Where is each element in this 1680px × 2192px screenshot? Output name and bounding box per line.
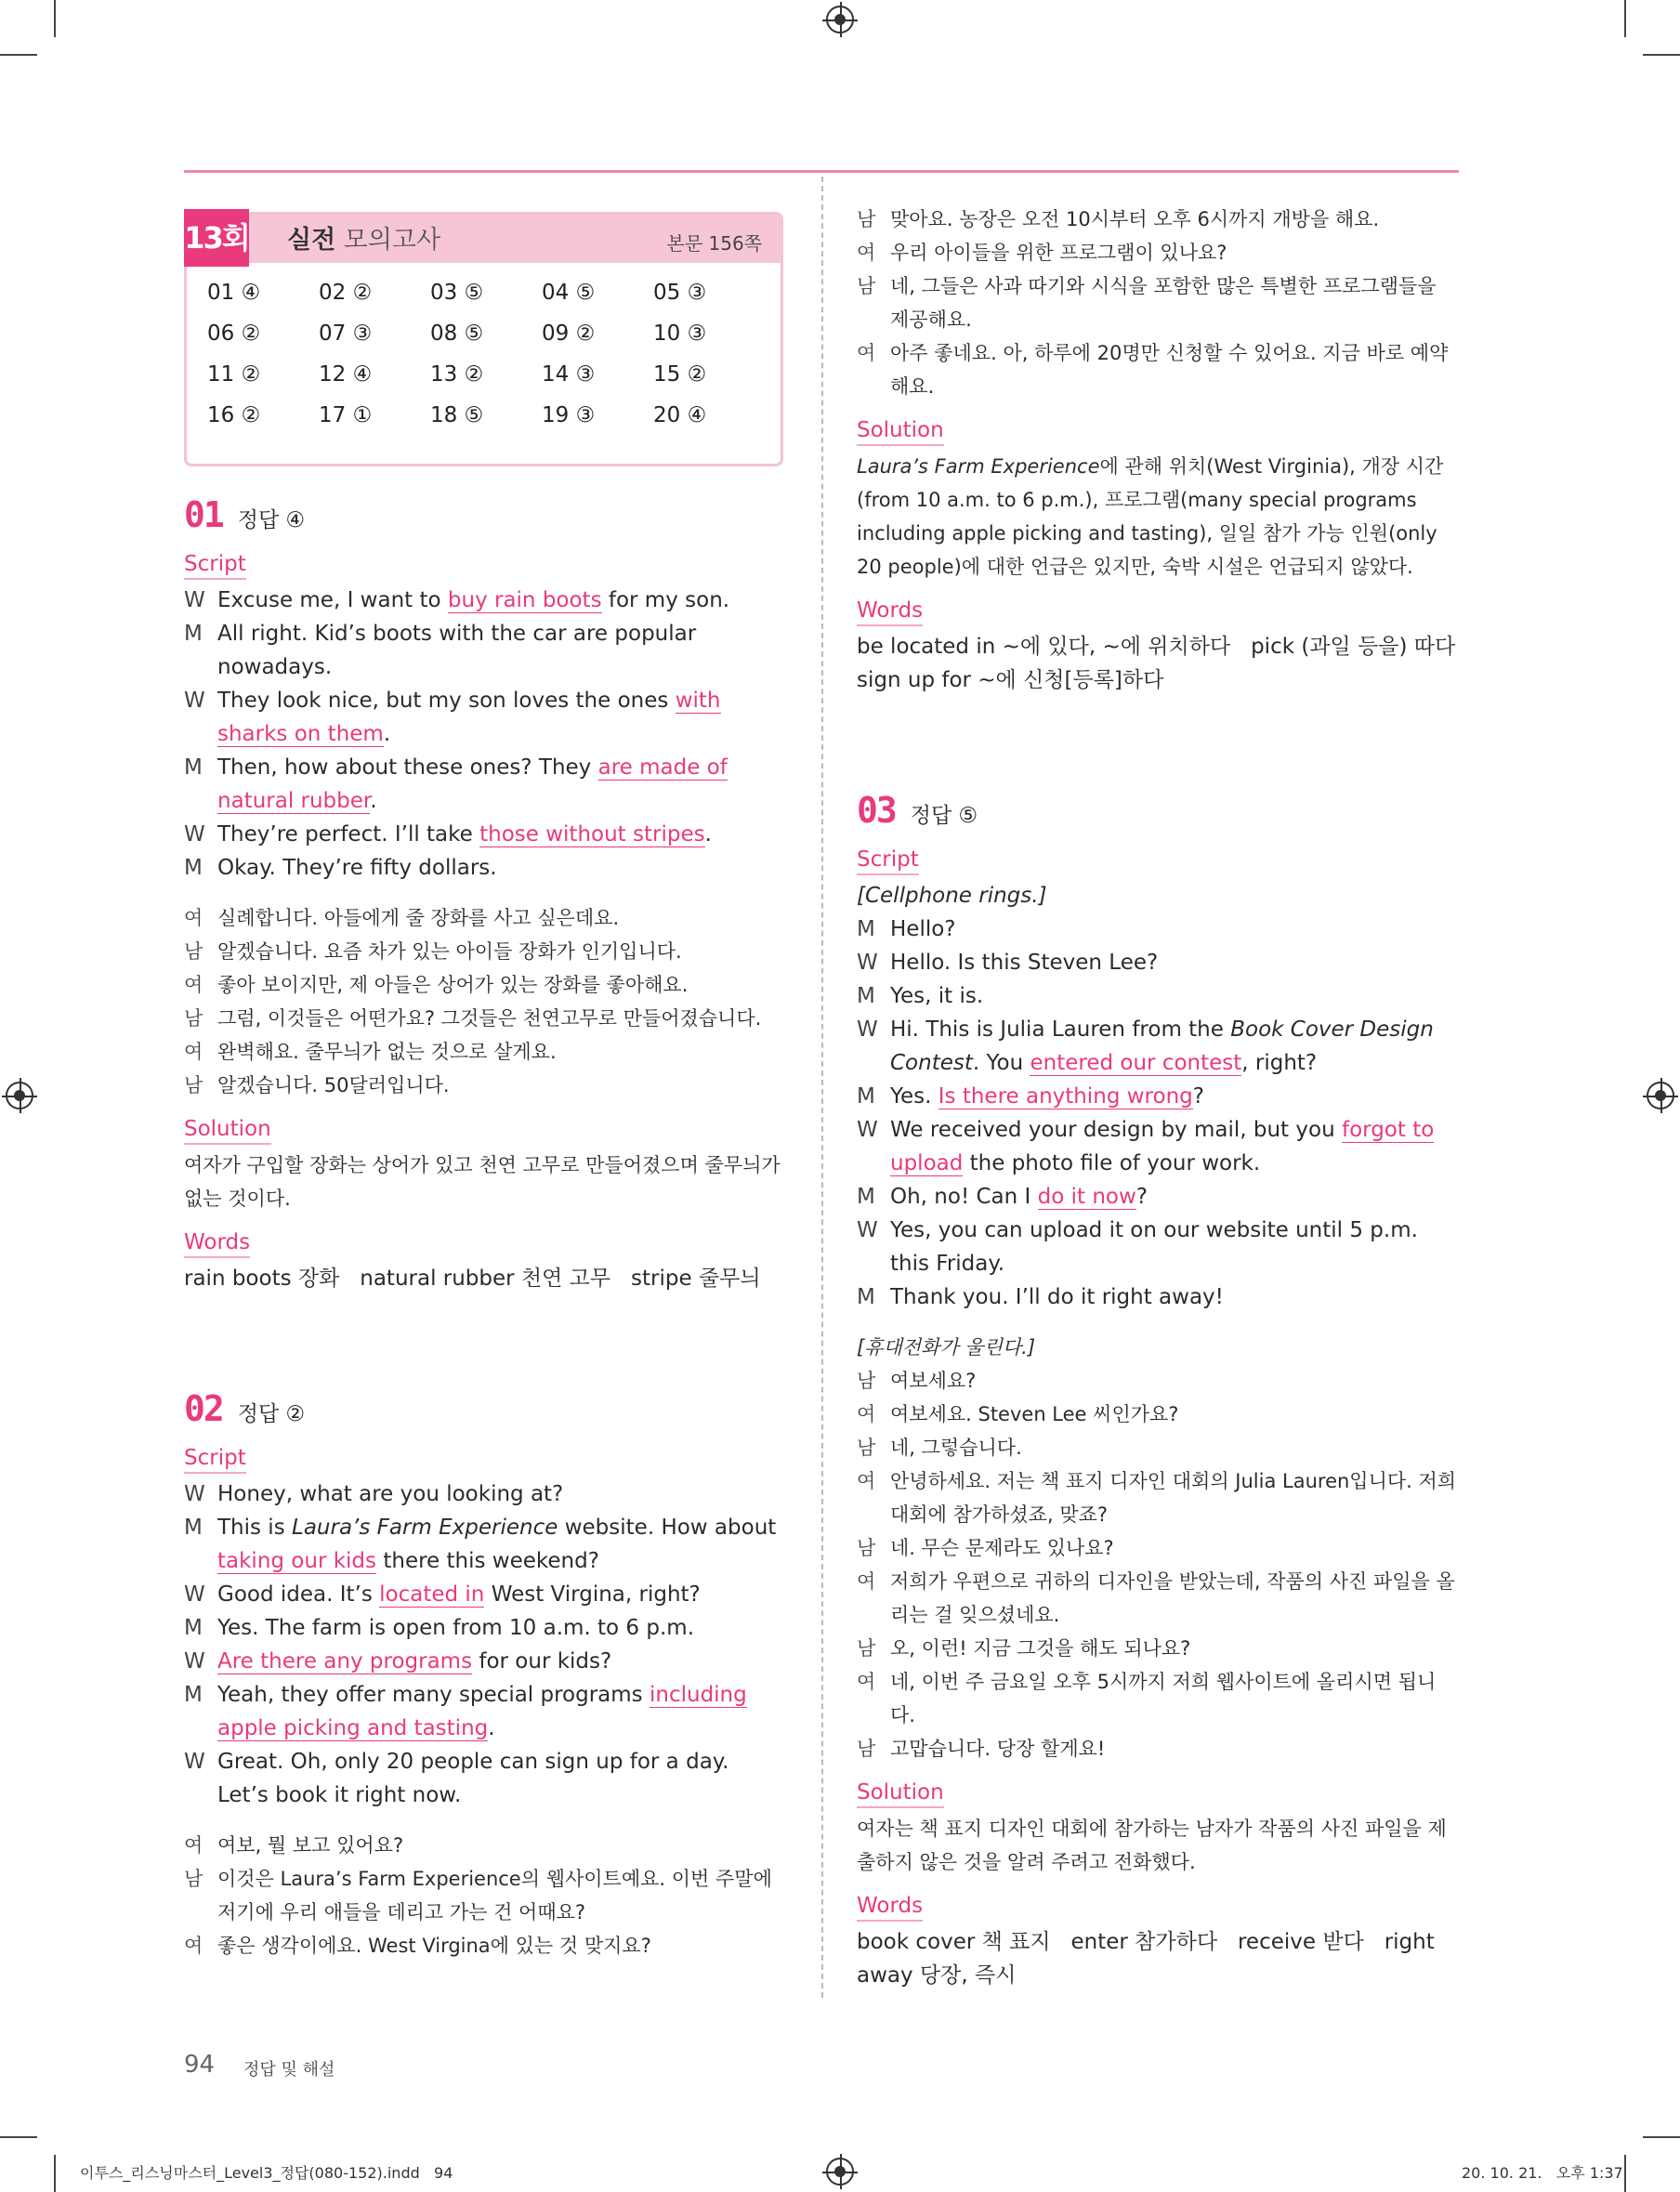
speaker-label: W <box>184 1649 205 1674</box>
speaker-label: 남 <box>184 1007 203 1030</box>
translation-line <box>184 1069 786 1102</box>
speaker-label: M <box>857 984 875 1008</box>
speaker-label: 남 <box>184 1074 203 1096</box>
highlight-phrase: taking our kids <box>217 1549 377 1573</box>
speaker-label: 여 <box>857 1671 876 1693</box>
script-text: Okay. They’re fifty dollars. <box>217 856 497 880</box>
script-text: All right. Kid’s boots with the car are popular nowadays. <box>217 622 697 679</box>
correct-answer: 정답 ② <box>237 1402 306 1426</box>
script-line <box>857 912 1459 946</box>
q03-script <box>857 912 1459 1314</box>
highlight-phrase: located in <box>379 1582 485 1607</box>
answer-item: 16 ② <box>207 403 261 427</box>
script-line <box>857 1280 1459 1314</box>
page-reference: 본문 156쪽 <box>666 232 762 255</box>
speaker-label: 여 <box>857 342 876 364</box>
script-line <box>857 1214 1459 1280</box>
words-label: Words <box>184 1228 250 1258</box>
translation-line <box>184 1035 786 1069</box>
speaker-label: 여 <box>857 1403 876 1425</box>
highlight-phrase: do it now <box>1037 1185 1136 1209</box>
speaker-label: 남 <box>857 1637 876 1660</box>
q02-translation-part1 <box>184 1829 786 1962</box>
q03-translation <box>857 1364 1459 1765</box>
script-text: Yeah, they offer many special programs including apple picking and tasting. <box>217 1683 747 1740</box>
words-label: Words <box>857 597 923 626</box>
script-text: Are there any programs for our kids? <box>217 1649 612 1674</box>
speaker-label: 여 <box>857 1570 876 1593</box>
speaker-label: W <box>857 1118 878 1142</box>
highlight-phrase: buy rain boots <box>447 588 602 612</box>
script-line <box>184 851 786 885</box>
correct-answer: 정답 ⑤ <box>910 804 978 828</box>
answer-key-box <box>184 212 783 466</box>
crop-mark <box>0 54 37 56</box>
solution-label: Solution <box>184 1115 271 1145</box>
answer-item: 11 ② <box>207 362 261 387</box>
translation-line <box>184 1929 786 1962</box>
answer-item: 17 ① <box>319 403 373 427</box>
speaker-label: M <box>184 1516 203 1540</box>
question-number: 02 <box>184 1388 223 1429</box>
translation-line <box>184 968 786 1002</box>
speaker-label: 남 <box>857 208 876 230</box>
translation-text: 네. 무슨 문제라도 있나요? <box>890 1537 1114 1559</box>
q01-solution: 여자가 구입할 장화는 상어가 있고 천연 고무로 만들어졌으며 줄무늬가 없는 것이다. <box>184 1154 781 1210</box>
script-line <box>184 1511 786 1578</box>
script-text: Hello? <box>890 917 956 941</box>
translation-text: 맞아요. 농장은 오전 10시부터 오후 6시까지 개방을 해요. <box>890 208 1380 230</box>
registration-mark-icon <box>6 1082 33 1109</box>
speaker-label: W <box>184 588 205 612</box>
highlight-phrase: Is there anything wrong <box>938 1084 1193 1109</box>
answer-item: 09 ② <box>542 322 596 346</box>
speaker-label: W <box>184 1582 205 1607</box>
answer-item: 08 ⑤ <box>430 322 484 346</box>
script-text: Yes, it is. <box>890 984 984 1008</box>
answer-grid <box>187 263 781 432</box>
answer-item: 15 ② <box>653 362 707 387</box>
script-text: Hello. Is this Steven Lee? <box>890 951 1159 975</box>
speaker-label: 여 <box>857 242 876 264</box>
speaker-label: 남 <box>857 1370 876 1392</box>
translation-line <box>857 1565 1459 1632</box>
translation-line <box>857 1398 1459 1431</box>
translation-text: 실례합니다. 아들에게 줄 장화를 사고 싶은데요. <box>217 907 620 929</box>
script-text: This is Laura’s Farm Experience website. How about taking our kids there this weekend? <box>217 1516 777 1573</box>
script-text: Good idea. It’s located in West Virgina, right? <box>217 1582 701 1607</box>
crop-mark <box>1643 54 1680 56</box>
translation-line <box>857 1732 1459 1765</box>
highlight-phrase: entered our contest <box>1030 1051 1242 1075</box>
speaker-label: 여 <box>184 1935 203 1957</box>
speaker-label: M <box>184 755 203 780</box>
script-line <box>184 751 786 818</box>
speaker-label: 남 <box>857 275 876 297</box>
q01-script <box>184 584 786 885</box>
speaker-label: 여 <box>184 907 203 929</box>
crop-mark <box>1624 2155 1626 2192</box>
translation-text: 여보세요? <box>890 1370 977 1392</box>
script-line <box>184 584 786 617</box>
answer-key-title: 실전 모의고사 <box>287 226 441 255</box>
q02-translation-part2 <box>857 203 1459 403</box>
answer-item: 20 ④ <box>653 403 707 427</box>
speaker-label: 남 <box>857 1437 876 1459</box>
q02-words-line1: be located in ~에 있다, ~에 위치하다 pick (과일 등을) 따다 <box>857 635 1456 659</box>
translation-text: 네, 그렇습니다. <box>890 1437 1022 1459</box>
script-text: Yes. Is there anything wrong? <box>890 1084 1204 1109</box>
script-text: Thank you. I’ll do it right away! <box>890 1285 1224 1309</box>
registration-mark-icon <box>826 2158 854 2185</box>
script-line <box>857 979 1459 1013</box>
translation-text: 좋아 보이지만, 제 아들은 상어가 있는 장화를 좋아해요. <box>217 974 689 996</box>
script-text: Yes, you can upload it on our website until 5 p.m. this Friday. <box>890 1218 1418 1276</box>
translation-line <box>184 901 786 935</box>
speaker-label: M <box>184 1683 203 1707</box>
crop-mark <box>1624 0 1626 37</box>
script-text: They’re perfect. I’ll take those without stripes. <box>217 822 712 847</box>
script-text: Excuse me, I want to buy rain boots for my son. <box>217 588 730 612</box>
script-text: Then, how about these ones? They are made of natural rubber. <box>217 755 728 813</box>
solution-label: Solution <box>857 1779 944 1808</box>
question-01-header <box>184 494 786 537</box>
crop-mark <box>0 2136 37 2138</box>
answer-item: 02 ② <box>319 281 373 305</box>
translation-text: 이것은 Laura’s Farm Experience의 웹사이트예요. 이번 주말에 저기에 우리 애들을 데리고 가는 건 어때요? <box>217 1868 772 1923</box>
translation-text: 네, 그들은 사과 따기와 시식을 포함한 많은 특별한 프로그램들을 제공해요. <box>890 275 1437 331</box>
script-line <box>857 946 1459 979</box>
italic-title: Laura’s Farm Experience <box>292 1516 558 1540</box>
answer-item: 03 ⑤ <box>430 281 484 305</box>
script-line <box>857 1180 1459 1214</box>
translation-text: 완벽해요. 줄무늬가 없는 것으로 살게요. <box>217 1041 557 1063</box>
script-text: We received your design by mail, but you forgot to upload the photo file of your work. <box>890 1118 1435 1175</box>
question-03-header <box>857 790 1459 833</box>
script-line <box>184 818 786 851</box>
translation-text: 여보, 뭘 보고 있어요? <box>217 1834 404 1857</box>
speaker-label: M <box>857 917 875 941</box>
speaker-label: W <box>184 822 205 847</box>
answer-item: 14 ③ <box>542 362 596 387</box>
stage-direction: [Cellphone rings.] <box>857 884 1047 908</box>
script-line <box>857 1113 1459 1180</box>
file-slug: 이투스_리스닝마스터_Level3_정답(080-152).indd 94 <box>80 2164 453 2182</box>
speaker-label: 여 <box>184 1041 203 1063</box>
script-line <box>184 1611 786 1645</box>
speaker-label: W <box>184 689 205 713</box>
translation-line <box>857 236 1459 269</box>
answer-item: 18 ⑤ <box>430 403 484 427</box>
q03-words: book cover 책 표지 enter 참가하다 receive 받다 right away 당장, 즉시 <box>857 1930 1442 1988</box>
translation-text: 네, 이번 주 금요일 오후 5시까지 저희 웹사이트에 올리시면 됩니다. <box>890 1671 1437 1726</box>
translation-line <box>857 1632 1459 1665</box>
script-line <box>184 617 786 684</box>
translation-line <box>857 336 1459 403</box>
script-text: Yes. The farm is open from 10 a.m. to 6 p.m. <box>217 1616 695 1640</box>
crop-mark <box>54 0 56 37</box>
translation-text: 오, 이런! 지금 그것을 해도 되나요? <box>890 1637 1191 1660</box>
translation-text: 고맙습니다. 당장 할게요! <box>890 1738 1106 1760</box>
correct-answer: 정답 ④ <box>237 508 306 532</box>
answer-key-header <box>184 215 781 263</box>
script-line <box>184 1645 786 1678</box>
left-column <box>184 206 786 1962</box>
script-line <box>184 1745 786 1812</box>
script-text: Honey, what are you looking at? <box>217 1482 564 1506</box>
speaker-label: M <box>857 1084 875 1109</box>
answer-item: 12 ④ <box>319 362 373 387</box>
script-line <box>857 1080 1459 1113</box>
registration-mark-icon <box>1647 1082 1674 1109</box>
crop-mark <box>1643 2136 1680 2138</box>
speaker-label: M <box>857 1285 875 1309</box>
italic-title: Book Cover Design Contest <box>890 1017 1434 1075</box>
translation-text: 저희가 우편으로 귀하의 디자인을 받았는데, 작품의 사진 파일을 올리는 걸 잊으셨네요. <box>890 1570 1455 1626</box>
question-number: 01 <box>184 494 223 535</box>
column-divider <box>821 177 823 1998</box>
q01-translation <box>184 901 786 1102</box>
registration-mark-icon <box>826 6 854 33</box>
speaker-label: M <box>857 1185 875 1209</box>
translation-text: 여보세요. Steven Lee 씨인가요? <box>890 1403 1179 1425</box>
script-line <box>184 1477 786 1511</box>
translation-text: 그럼, 이것들은 어떤가요? 그것들은 천연고무로 만들어졌습니다. <box>217 1007 762 1030</box>
crop-mark <box>54 2155 56 2192</box>
translation-line <box>857 1531 1459 1565</box>
answer-item: 10 ③ <box>653 322 707 346</box>
q03-solution: 여자는 책 표지 디자인 대회에 참가하는 남자가 작품의 사진 파일을 제출하지 않은 것을 알려 주려고 전화했다. <box>857 1818 1447 1873</box>
speaker-label: W <box>857 1218 878 1242</box>
q01-words: rain boots 장화 natural rubber 천연 고무 stripe 줄무늬 <box>184 1267 761 1291</box>
speaker-label: 여 <box>184 1834 203 1857</box>
speaker-label: W <box>184 1750 205 1774</box>
answer-item: 05 ③ <box>653 281 707 305</box>
test-number-badge: 13회 <box>184 209 249 267</box>
script-label: Script <box>184 550 246 580</box>
answer-item: 06 ② <box>207 322 261 346</box>
translation-text: 알겠습니다. 50달러입니다. <box>217 1074 450 1096</box>
script-line <box>857 1013 1459 1080</box>
highlight-phrase: Are there any programs <box>217 1649 473 1674</box>
answer-item: 04 ⑤ <box>542 281 596 305</box>
translation-text: 알겠습니다. 요즘 차가 있는 아이들 장화가 인기입니다. <box>217 940 682 963</box>
script-text: Great. Oh, only 20 people can sign up for a day. Let’s book it right now. <box>217 1750 729 1807</box>
translation-text: 좋은 생각이에요. West Virgina에 있는 것 맞지요? <box>217 1935 651 1957</box>
question-02-header <box>184 1388 786 1431</box>
translation-line <box>184 935 786 968</box>
speaker-label: 남 <box>184 940 203 963</box>
translation-line <box>857 1431 1459 1464</box>
translation-line <box>857 1665 1459 1732</box>
top-rule <box>184 170 1459 173</box>
speaker-label: W <box>857 1017 878 1042</box>
answer-item: 01 ④ <box>207 281 261 305</box>
words-label: Words <box>857 1892 923 1922</box>
script-label: Script <box>857 846 919 875</box>
translation-text: 우리 아이들을 위한 프로그램이 있나요? <box>890 242 1227 264</box>
speaker-label: W <box>857 951 878 975</box>
answer-item: 13 ② <box>430 362 484 387</box>
q02-solution: Laura’s Farm Experience에 관해 위치(West Virginia), 개장 시간(from 10 a.m. to 6 p.m.), 프로그램(many special programs including apple picking and tasting), 일일 참가 가능 인원(only 20 people)에 대한 언급은 있지만, 숙박 시설은 언급되지 않았다. <box>857 455 1444 578</box>
speaker-label: 여 <box>184 974 203 996</box>
speaker-label: M <box>184 1616 203 1640</box>
translation-line <box>857 1364 1459 1398</box>
script-text: They look nice, but my son loves the ones with sharks on them. <box>217 689 721 746</box>
translation-line <box>184 1002 786 1035</box>
highlight-phrase: with sharks on them <box>217 689 721 746</box>
q02-words-line2: sign up for ~에 신청[등록]하다 <box>857 668 1164 692</box>
translation-line <box>857 269 1459 336</box>
speaker-label: 여 <box>857 1470 876 1492</box>
answer-item: 07 ③ <box>319 322 373 346</box>
stage-direction-korean: [휴대전화가 울린다.] <box>857 1336 1036 1359</box>
highlight-phrase: including apple picking and tasting <box>217 1683 747 1740</box>
script-label: Script <box>184 1444 246 1474</box>
answer-item: 19 ③ <box>542 403 596 427</box>
translation-line <box>184 1829 786 1862</box>
question-number: 03 <box>857 790 896 831</box>
script-line <box>184 1678 786 1745</box>
translation-text: 안녕하세요. 저는 책 표지 디자인 대회의 Julia Lauren입니다. 저희 대회에 참가하셨죠, 맞죠? <box>890 1470 1457 1526</box>
speaker-label: M <box>184 856 203 880</box>
solution-label: Solution <box>857 416 944 446</box>
page-number: 94 <box>184 2051 216 2079</box>
right-column <box>857 203 1459 1992</box>
translation-line <box>857 1464 1459 1531</box>
highlight-phrase: those without stripes <box>479 822 705 847</box>
speaker-label: 남 <box>857 1738 876 1760</box>
section-title: 정답 및 해설 <box>243 2060 335 2080</box>
speaker-label: 남 <box>184 1868 203 1890</box>
speaker-label: M <box>184 622 203 646</box>
print-date-slug: 20. 10. 21. 오후 1:37 <box>1462 2164 1623 2182</box>
highlight-phrase: forgot to upload <box>890 1118 1435 1175</box>
script-line <box>184 1578 786 1611</box>
speaker-label: W <box>184 1482 205 1506</box>
script-text: Oh, no! Can I do it now? <box>890 1185 1148 1209</box>
script-text: Hi. This is Julia Lauren from the Book Cover Design Contest. You entered our contest, right? <box>890 1017 1434 1075</box>
translation-text: 아주 좋네요. 아, 하루에 20명만 신청할 수 있어요. 지금 바로 예약해요. <box>890 342 1449 398</box>
translation-line <box>857 203 1459 236</box>
q02-script <box>184 1477 786 1812</box>
script-line <box>184 684 786 751</box>
speaker-label: 남 <box>857 1537 876 1559</box>
translation-line <box>184 1862 786 1929</box>
highlight-phrase: are made of natural rubber <box>217 755 728 813</box>
